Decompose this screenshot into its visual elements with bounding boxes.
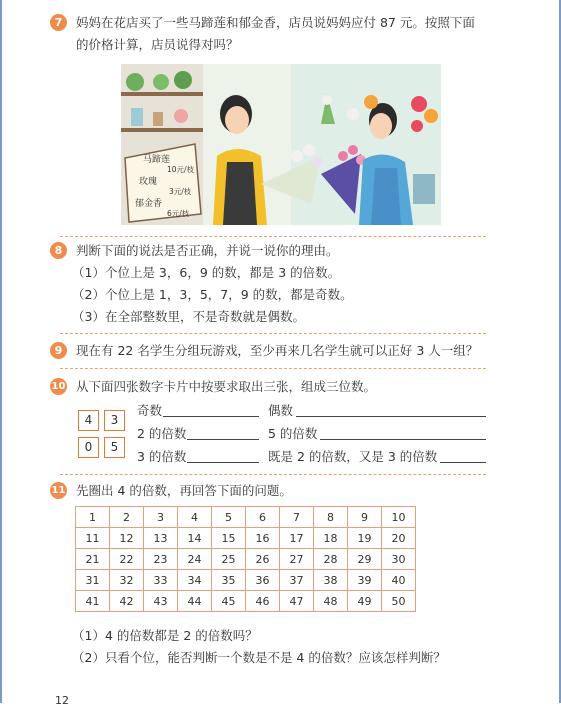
grid-cell[interactable]: 35 — [212, 570, 246, 591]
sign-title: 马蹄莲 — [143, 155, 171, 165]
grid-row — [76, 570, 416, 591]
divider — [60, 474, 486, 475]
grid-cell[interactable]: 36 — [246, 570, 280, 591]
grid-cell[interactable]: 24 — [178, 549, 212, 570]
label-multiple-of-5: 5 的倍数 — [268, 426, 318, 441]
sign-tulip: 郁金香 — [135, 199, 163, 209]
grid-cell[interactable]: 42 — [110, 591, 144, 612]
grid-cell[interactable]: 5 — [212, 507, 246, 528]
grid-row — [76, 528, 416, 549]
question-number-10: 10 — [50, 378, 67, 395]
grid-cell[interactable]: 39 — [348, 570, 382, 591]
price-calla: 10元/枝 — [167, 165, 195, 174]
grid-cell[interactable]: 31 — [76, 570, 110, 591]
grid-cell[interactable]: 18 — [314, 528, 348, 549]
q7-text-line1: 妈妈在花店买了一些马蹄莲和郁金香，店员说妈妈应付 87 元。按照下面 — [76, 15, 475, 30]
grid-row — [76, 507, 416, 528]
grid-cell[interactable]: 30 — [382, 549, 416, 570]
grid-cell[interactable]: 41 — [76, 591, 110, 612]
grid-cell[interactable]: 3 — [144, 507, 178, 528]
grid-cell[interactable]: 4 — [178, 507, 212, 528]
label-multiple-of-2: 2 的倍数 — [137, 426, 187, 441]
grid-cell[interactable]: 22 — [110, 549, 144, 570]
question-number-8: 8 — [50, 242, 67, 259]
grid-cell[interactable]: 20 — [382, 528, 416, 549]
divider — [60, 236, 486, 237]
digit-card: 4 — [78, 410, 99, 431]
question-number-11: 11 — [50, 482, 67, 499]
answer-blank[interactable] — [187, 462, 259, 463]
label-odd: 奇数 — [137, 403, 163, 418]
grid-cell[interactable]: 16 — [246, 528, 280, 549]
label-multiple-of-3: 3 的倍数 — [137, 449, 187, 464]
grid-cell[interactable]: 7 — [280, 507, 314, 528]
question-number-7: 7 — [50, 14, 67, 31]
grid-cell[interactable]: 23 — [144, 549, 178, 570]
digit-card: 5 — [104, 437, 125, 458]
grid-cell[interactable]: 9 — [348, 507, 382, 528]
q8-item-3: （3）在全部整数里，不是奇数就是偶数。 — [72, 309, 305, 324]
page-number: 12 — [55, 694, 69, 707]
answer-blank[interactable] — [320, 439, 486, 440]
grid-cell[interactable]: 17 — [280, 528, 314, 549]
grid-cell[interactable]: 12 — [110, 528, 144, 549]
question-number-9: 9 — [50, 342, 67, 359]
sign-rose: 玫瑰 — [139, 177, 158, 187]
answer-blank[interactable] — [187, 439, 259, 440]
grid-cell[interactable]: 19 — [348, 528, 382, 549]
grid-cell[interactable]: 44 — [178, 591, 212, 612]
grid-cell[interactable]: 27 — [280, 549, 314, 570]
number-grid — [75, 506, 416, 612]
q11-sub-1: （1）4 的倍数都是 2 的倍数吗？ — [72, 628, 258, 643]
answer-blank[interactable] — [296, 416, 486, 417]
grid-cell[interactable]: 25 — [212, 549, 246, 570]
q7-text-line2: 的价格计算，店员说得对吗？ — [76, 37, 239, 52]
grid-cell[interactable]: 1 — [76, 507, 110, 528]
grid-cell[interactable]: 37 — [280, 570, 314, 591]
grid-row — [76, 549, 416, 570]
divider — [60, 333, 486, 334]
label-multiple-of-2-and-3: 既是 2 的倍数，又是 3 的倍数 — [268, 449, 438, 464]
grid-cell[interactable]: 10 — [382, 507, 416, 528]
grid-cell[interactable]: 43 — [144, 591, 178, 612]
grid-cell[interactable]: 50 — [382, 591, 416, 612]
digit-card: 3 — [104, 410, 125, 431]
grid-cell[interactable]: 13 — [144, 528, 178, 549]
divider — [60, 368, 486, 369]
grid-cell[interactable]: 21 — [76, 549, 110, 570]
grid-cell[interactable]: 29 — [348, 549, 382, 570]
flower-shop-illustration — [121, 64, 441, 225]
price-rose: 3元/枝 — [169, 187, 192, 196]
grid-cell[interactable]: 47 — [280, 591, 314, 612]
answer-blank[interactable] — [440, 462, 486, 463]
grid-cell[interactable]: 6 — [246, 507, 280, 528]
grid-cell[interactable]: 40 — [382, 570, 416, 591]
q9-text: 现在有 22 名学生分组玩游戏，至少再来几名学生就可以正好 3 人一组？ — [76, 343, 479, 358]
grid-cell[interactable]: 46 — [246, 591, 280, 612]
q8-item-1: （1）个位上是 3，6，9 的数，都是 3 的倍数。 — [72, 265, 341, 280]
grid-cell[interactable]: 32 — [110, 570, 144, 591]
grid-cell[interactable]: 45 — [212, 591, 246, 612]
q11-sub-2: （2）只看个位，能否判断一个数是不是 4 的倍数？应该怎样判断？ — [72, 650, 446, 665]
grid-cell[interactable]: 15 — [212, 528, 246, 549]
grid-cell[interactable]: 26 — [246, 549, 280, 570]
q11-title: 先圈出 4 的倍数，再回答下面的问题。 — [76, 483, 292, 498]
grid-cell[interactable]: 14 — [178, 528, 212, 549]
grid-cell[interactable]: 2 — [110, 507, 144, 528]
q10-title: 从下面四张数字卡片中按要求取出三张，组成三位数。 — [76, 379, 377, 394]
grid-cell[interactable]: 11 — [76, 528, 110, 549]
grid-cell[interactable]: 8 — [314, 507, 348, 528]
q8-item-2: （2）个位上是 1，3，5，7，9 的数，都是奇数。 — [72, 287, 353, 302]
price-tulip: 6元/枝 — [167, 209, 190, 218]
grid-row — [76, 591, 416, 612]
grid-cell[interactable]: 49 — [348, 591, 382, 612]
grid-cell[interactable]: 33 — [144, 570, 178, 591]
grid-cell[interactable]: 38 — [314, 570, 348, 591]
grid-cell[interactable]: 34 — [178, 570, 212, 591]
label-even: 偶数 — [268, 403, 294, 418]
grid-cell[interactable]: 48 — [314, 591, 348, 612]
price-sign — [125, 144, 201, 222]
answer-blank[interactable] — [163, 416, 259, 417]
grid-cell[interactable]: 28 — [314, 549, 348, 570]
digit-card: 0 — [78, 437, 99, 458]
q8-title: 判断下面的说法是否正确，并说一说你的理由。 — [76, 243, 339, 258]
